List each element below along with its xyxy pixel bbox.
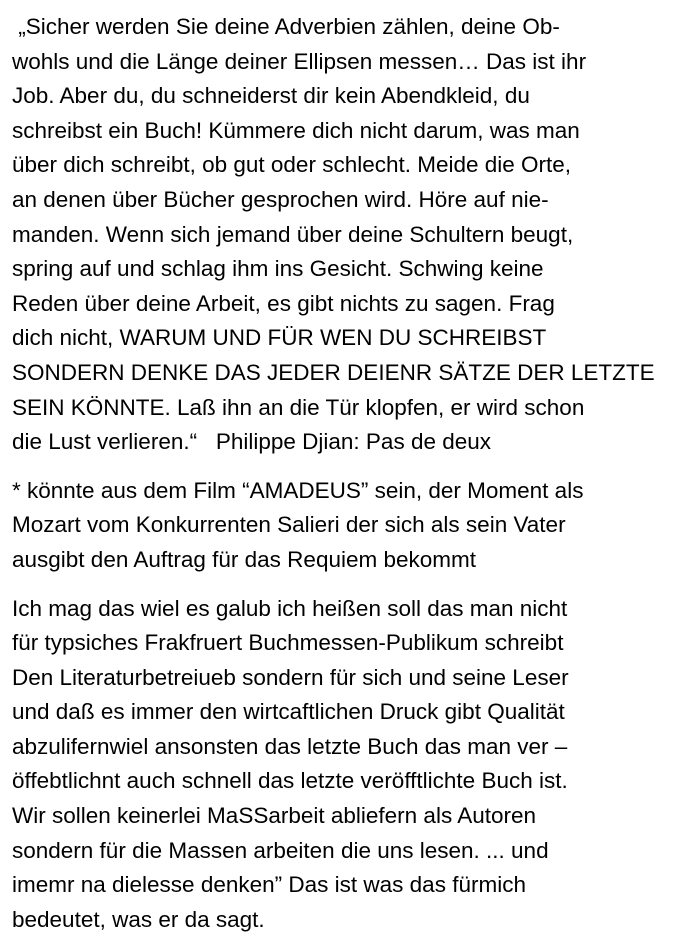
text-line: spring auf und schlag ihm ins Gesicht. Schwing keine xyxy=(12,256,544,282)
text-line: Wir sollen keinerlei MaSSarbeit abliefern als Autoren xyxy=(12,803,537,829)
commentary-paragraph xyxy=(12,592,670,938)
note-paragraph xyxy=(12,474,670,578)
text-line: sondern für die Massen arbeiten die uns lesen. ... und xyxy=(12,837,549,863)
text-line: dich nicht, WARUM UND FÜR WEN DU SCHREIBST xyxy=(12,325,547,351)
text-line: manden. Wenn sich jemand über deine Schultern beugt, xyxy=(12,221,574,247)
text-line: über dich schreibt, ob gut oder schlecht. Meide die Orte, xyxy=(12,152,572,178)
text-line: Job. Aber du, du schneiderst dir kein Abendkleid, du xyxy=(12,83,530,109)
text-line: * könnte aus dem Film “AMADEUS” sein, der Moment als xyxy=(12,477,584,503)
text-line: öffebtlichnt auch schnell das letzte veröfftlichte Buch ist. xyxy=(12,768,568,794)
text-line: wohls und die Länge deiner Ellipsen messen… Das ist ihr xyxy=(12,48,587,74)
text-line: Den Literaturbetreiueb sondern für sich und seine Leser xyxy=(12,664,569,690)
text-line: SEIN KÖNNTE. Laß ihn an die Tür klopfen, er wird schon xyxy=(12,394,585,420)
quote-paragraph xyxy=(12,10,670,460)
text-line: Mozart vom Konkurrenten Salieri der sich als sein Vater xyxy=(12,512,566,538)
text-line: und daß es immer den wirtcaftlichen Druck gibt Qualität xyxy=(12,699,565,725)
text-line: schreibst ein Buch! Kümmere dich nicht darum, was man xyxy=(12,117,580,143)
text-line: an denen über Bücher gesprochen wird. Höre auf nie- xyxy=(12,186,549,212)
text-line: Reden über deine Arbeit, es gibt nichts zu sagen. Frag xyxy=(12,290,555,316)
text-line: Ich mag das wiel es galub ich heißen soll das man nicht xyxy=(12,595,568,621)
text-line: ausgibt den Auftrag für das Requiem bekommt xyxy=(12,546,477,572)
text-line: SONDERN DENKE DAS JEDER DEIENR SÄTZE DER LETZTE xyxy=(12,359,655,385)
text-line: bedeutet, was er da sagt. xyxy=(12,906,265,932)
text-line: für typsiches Frakfruert Buchmessen-Publikum schreibt xyxy=(12,630,564,656)
text-line: die Lust verlieren.“ Philippe Djian: Pas de deux xyxy=(12,429,492,455)
text-line: abzulifernwiel ansonsten das letzte Buch das man ver – xyxy=(12,733,568,759)
text-line: imemr na dielesse denken” Das ist was das fürmich xyxy=(12,872,526,898)
text-line: „Sicher werden Sie deine Adverbien zählen, deine Ob- xyxy=(12,14,560,39)
